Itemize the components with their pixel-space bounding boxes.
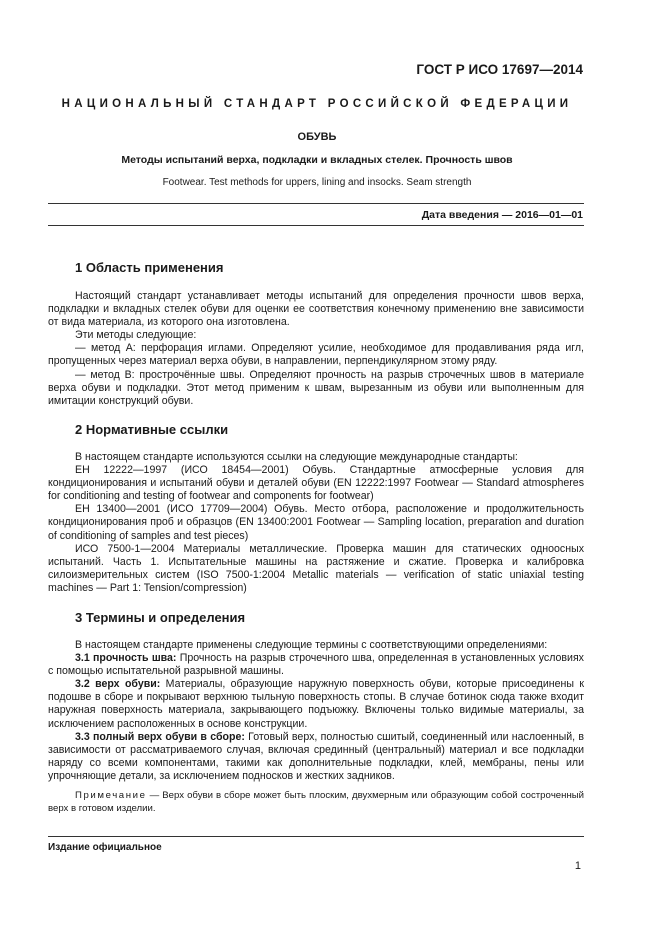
divider-bottom (48, 225, 584, 226)
term-label: 3.3 полный верх обуви в сборе: (75, 730, 245, 743)
reference-item: ИСО 7500-1—2004 Материалы металлические. Проверка машин для статических одноосных испытаний. Часть 1. Испытательные машины на растяжение и сжатие. Проверка и калибровка силоизмерительных систем (ISO 7500-1:2004 Metallic materials — verification of static uniaxial testing machines — Part 1: Tension/compression) (48, 542, 584, 594)
term-text: Прочность на разрыв строчечного шва, определенная в установленных условиях с помощью испытательной разрывной машины. (48, 652, 584, 678)
paragraph: Эти методы следующие: (75, 329, 197, 342)
term-text: Готовый верх, полностью сшитый, соединенный или наслоенный, в зависимости от рассматриваемого случая, включая срединный (центральный) материал и все подкладки наряду со всеми компонентами, такими как дополнительные подкладки, клей, мембраны, пены или упрочняющие детали, за исключением подносков и жестких задников. (48, 730, 584, 782)
term-definition (48, 731, 584, 783)
term-label: 3.1 прочность шва: (75, 652, 177, 665)
paragraph: Настоящий стандарт устанавливает методы испытаний для определения прочности швов верха, подкладки и вкладных стелек обуви для оценки ее соответствия конечному применению вне зависимости от вида материала, из которого она изготовлена. (48, 290, 584, 329)
paragraph: — метод А: перфорация иглами. Определяют усилие, необходимое для продавливания ряда игл, пропущенных через материал верха обуви, в направлении, перпендикулярном этому ряду. (48, 342, 584, 368)
term-text: Материалы, образующие наружную поверхность обуви, которые присоединены к подошве в сборе и покрывают верхнюю тыльную поверхность стопы. В случае ботинок сюда также входит наружная поверхность материала, закрывающего подъюжку. Включены только видимые материалы, за исключением расположенных в основе конструкции. (48, 678, 584, 730)
note (48, 789, 584, 815)
footer-divider (48, 836, 584, 837)
document-subtitle: Методы испытаний верха, подкладки и вкладных стелек. Прочность швов (121, 154, 513, 166)
reference-item: ЕН 13400—2001 (ИСО 17709—2004) Обувь. Место отбора, расположение и продолжительность кондиционирования проб и образцов (EN 13400:2001 Footwear — Sampling location, preparation and duration of conditioning of samples and test pieces) (48, 503, 584, 542)
section-2-body (48, 451, 584, 595)
introduction-date: Дата введения — 2016—01—01 (421, 209, 583, 221)
paragraph: В настоящем стандарте используются ссылки на следующие международные стандарты: (75, 451, 518, 463)
note-text: — Верх обуви в сборе может быть плоским, двухмерным или образующим собой сострoченный верх в готовом изделии. (48, 790, 584, 815)
page-number: 1 (574, 860, 581, 872)
edition-label: Издание официальное (48, 842, 162, 853)
document-title: ОБУВЬ (297, 131, 337, 143)
term-definition (48, 652, 584, 678)
divider-top (48, 203, 584, 204)
english-title: Footwear. Test methods for uppers, lining and insocks. Seam strength (162, 177, 472, 188)
document-code: ГОСТ Р ИСО 17697—2014 (416, 62, 583, 77)
note-label: Примечание (75, 790, 147, 802)
paragraph: — метод В: прострочённые швы. Определяют прочность на разрыв строчечных швов в материале верха обуви и подкладки. Этот метод применим к швам, вырезанным из обуви или выполненным для имитации конструкций обуви. (48, 368, 584, 407)
paragraph: В настоящем стандарте применены следующие термины с соответствующими определениями: (75, 639, 548, 651)
section-3-heading: 3 Термины и определения (75, 610, 246, 625)
reference-item: ЕН 12222—1997 (ИСО 18454—2001) Обувь. Стандартные атмосферные условия для кондиционирования и испытаний обуви и деталей обуви (EN 12222:1997 Footwear — Standard atmospheres for conditioning and testing of footwear and components for footwear) (48, 464, 584, 503)
section-1-body (48, 290, 584, 408)
section-1-heading: 1 Область применения (75, 260, 224, 275)
term-definition (48, 678, 584, 730)
national-standard-banner: НАЦИОНАЛЬНЫЙ СТАНДАРТ РОССИЙСКОЙ ФЕДЕРАЦИИ (61, 98, 573, 110)
section-3-body (48, 639, 584, 815)
section-2-heading: 2 Нормативные ссылки (75, 422, 229, 437)
term-label: 3.2 верх обуви: (75, 678, 161, 691)
